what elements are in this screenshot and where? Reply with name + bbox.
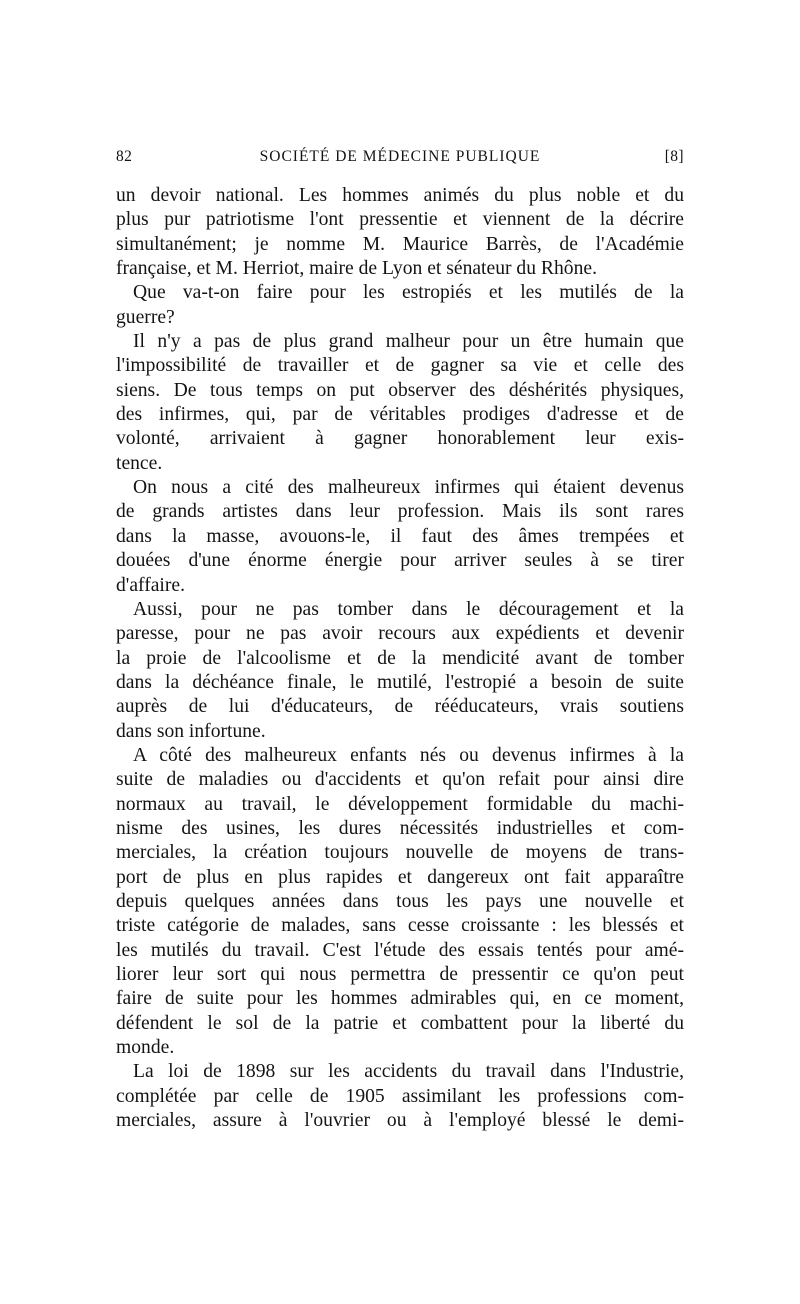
text-line: normaux au travail, le développement formidable du machi-: [116, 793, 684, 815]
text-line: complétée par celle de 1905 assimilant les professions com-: [116, 1085, 684, 1107]
text-line: auprès de lui d'éducateurs, de rééducateurs, vrais soutiens: [116, 696, 684, 718]
text-line: A côté des malheureux enfants nés ou devenus infirmes à la: [133, 744, 684, 766]
text-line: la proie de l'alcoolisme et de la mendicité avant de tomber: [116, 647, 684, 669]
text-line: liorer leur sort qui nous permettra de pressentir ce qu'on peut: [116, 964, 684, 985]
text-line: monde.: [116, 1037, 175, 1059]
running-title: SOCIÉTÉ DE MÉDECINE PUBLIQUE: [259, 148, 541, 165]
paragraph: [116, 598, 684, 744]
text-line: La loi de 1898 sur les accidents du travail dans l'Industrie,: [133, 1061, 684, 1083]
text-line: d'affaire.: [116, 574, 185, 596]
paragraph: [116, 184, 684, 281]
paragraph: [116, 330, 684, 476]
text-line: siens. De tous temps on put observer des déshérités physiques,: [116, 379, 684, 401]
text-line: l'impossibilité de travailler et de gagner sa vie et celle des: [116, 355, 684, 377]
text-line: port de plus en plus rapides et dangereux ont fait apparaître: [116, 866, 684, 888]
text-line: Il n'y a pas de plus grand malheur pour un être humain que: [133, 331, 684, 353]
text-line: défendent le sol de la patrie et combattent pour la liberté du: [116, 1012, 684, 1034]
text-line: merciales, la création toujours nouvelle de moyens de trans-: [116, 842, 684, 864]
paragraph: [116, 744, 684, 1060]
text-line: depuis quelques années dans tous les pays une nouvelle et: [116, 890, 684, 912]
text-line: tence.: [116, 452, 163, 474]
text-line: dans la déchéance finale, le mutilé, l'estropié a besoin de suite: [116, 671, 684, 693]
folio-number: [8]: [664, 148, 684, 165]
text-line: Que va-t-on faire pour les estropiés et les mutilés de la: [133, 282, 684, 304]
page-number: 82: [116, 148, 133, 165]
paragraph: [116, 476, 684, 598]
paragraph: [116, 281, 684, 330]
text-line: nisme des usines, les dures nécessités industrielles et com-: [116, 817, 684, 839]
text-line: faire de suite pour les hommes admirables qui, en ce moment,: [116, 988, 684, 1010]
text-line: guerre?: [116, 306, 175, 328]
text-line: volonté, arrivaient à gagner honorablement leur exis-: [116, 428, 684, 450]
running-head: [116, 148, 684, 170]
text-line: Aussi, pour ne pas tomber dans le découragement et la: [133, 598, 684, 620]
text-line: de grands artistes dans leur profession. Mais ils sont rares: [116, 501, 684, 523]
text-line: On nous a cité des malheureux infirmes qui étaient devenus: [133, 477, 684, 499]
text-line: un devoir national. Les hommes animés du plus noble et du: [116, 185, 684, 206]
text-line: simultanément; je nomme M. Maurice Barrès, de l'Académie: [116, 233, 684, 255]
text-line: douées d'une énorme énergie pour arriver seules à se tirer: [116, 550, 684, 572]
body-text: [116, 184, 684, 1133]
paragraph: [116, 1060, 684, 1133]
text-line: dans son infortune.: [116, 720, 266, 742]
text-line: merciales, assure à l'ouvrier ou à l'employé blessé le demi-: [116, 1110, 684, 1132]
text-line: des infirmes, qui, par de véritables prodiges d'adresse et de: [116, 404, 684, 426]
text-line: plus pur patriotisme l'ont pressentie et viennent de la décrire: [116, 209, 684, 231]
text-line: française, et M. Herriot, maire de Lyon et sénateur du Rhône.: [116, 258, 597, 280]
text-line: suite de maladies ou d'accidents et qu'on refait pour ainsi dire: [116, 769, 684, 791]
text-line: triste catégorie de malades, sans cesse croissante : les blessés et: [116, 915, 684, 937]
text-line: les mutilés du travail. C'est l'étude des essais tentés pour amé-: [116, 939, 684, 961]
text-line: dans la masse, avouons-le, il faut des âmes trempées et: [116, 525, 684, 547]
text-line: paresse, pour ne pas avoir recours aux expédients et devenir: [116, 623, 684, 645]
